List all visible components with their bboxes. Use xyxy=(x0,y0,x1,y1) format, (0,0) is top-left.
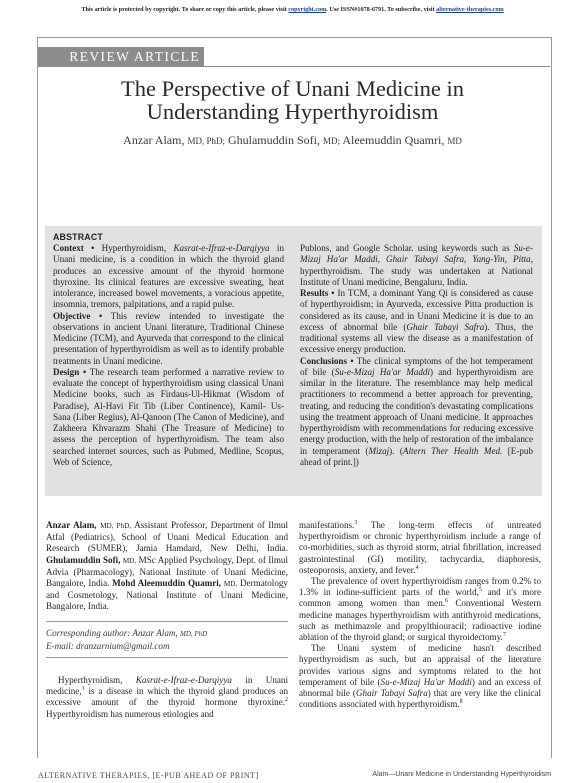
copyright-link[interactable]: copyright.com xyxy=(288,6,327,13)
left-main-column xyxy=(46,520,288,613)
intro-paragraph xyxy=(46,675,288,720)
article-title xyxy=(40,77,545,123)
footer-journal: ALTERNATIVE THERAPIES, [E-PUB AHEAD OF PRINT] xyxy=(38,771,259,780)
body-paragraph: Hyperthyroidism, Kasrat-e-Ifraz-e-Darqiyya in Unani medicine,$^1$ is a disease in which the thyroid gland produces an excessive amount of the thyroid hormone thyroxine.$^2$ Hyperthyroidism has numerous etiologies and xyxy=(46,675,288,719)
abstract-conclusions: Conclusions • The clinical symptoms of the hot temperament of bile (Su-e-Mizaj Ha'ar Maddi) and hyperthyroidism are similar in the literature. The resemblance may help medical practitioners to recommend a better approach for preventing, treating, and reducing the condition's devastating complications using the treatment approach of Unani medicine. It approaches hyperthyroidism with recommendations for reducing excessive energy production, with the help of restoration of the imbalance in temperament (Mizaj). (Altern Ther Health Med. [E-pub ahead of print.]) xyxy=(300,355,533,467)
corresponding-email[interactable]: E-mail: dranzarnium@gmail.com xyxy=(46,640,170,651)
correspondence xyxy=(46,628,288,652)
section-rule xyxy=(38,66,550,67)
body-paragraph: The prevalence of overt hyperthyroidism ranges from 0.2% to 1.3% in iodine-sufficient parts of the world,$^5$ and it's more common among women than men.$^6$ Conventional Western medicine manages hyperthyroidism with antithyroid medications, such as methimazole and propylthiouracil; radioactive iodine ablation of the thyroid gland; or surgical thyroidectomy.$^7$ xyxy=(299,576,542,643)
abstract-objective: Objective • This review intended to investigate the observations in ancient Unani literature, Traditional Chinese Medicine (TCM), and Ayurveda that correspond to the clinical presentation of hyperthyroidism as well as to identify probable treatments in Unani medicine. xyxy=(53,310,285,366)
author-list: Anzar Alam, MD, PhD; Ghulamuddin Sofi, MD; Aleemuddin Quamri, MD xyxy=(123,133,462,147)
correspondence-rule-bottom xyxy=(46,657,288,658)
footer-running-title: Alam—Unani Medicine in Understanding Hyperthyroidism xyxy=(372,771,551,778)
subscribe-link[interactable]: alternative-therapies.com xyxy=(436,6,504,13)
copyright-notice: This article is protected by copyright. To share or copy this article, please visit copyright.com. Use ISSN#1078-6791. To subscribe, visit alternative-therapies.com xyxy=(81,6,504,13)
correspondence-rule-top xyxy=(46,621,288,622)
author-affiliations: Anzar Alam, MD, PhD, Assistant Professor, Department of Ilmul Atfal (Pediatrics), School of Unani Medical Education and Research (SUMER), Jamia Hamdard, New Delhi, India. Ghulamuddin Sofi, MD, MSc Applied Psychology, Dept. of Ilmul Advia (Pharmacology), National Institute of Unani Medicine, Bangalore, India. Mohd Aleemuddin Quamri, MD, Dermatology and Cosmetology, National Institute of Unani Medicine, Bangalore, India. xyxy=(46,520,288,612)
title-line-1: The Perspective of Unani Medicine in xyxy=(120,76,464,101)
abstract-design-cont: Publons, and Google Scholar. using keywords such as Su-e-Mizaj Ha'ar Maddi, Ghair Tabayi Safra, Yang-Yin, Pitta, hyperthyroidism. The study was undertaken at National Institute of Unani medicine, Bengaluru, India. xyxy=(300,243,533,287)
abstract-heading: ABSTRACT xyxy=(53,232,103,242)
abstract-results: Results • In TCM, a dominant Yang Qi is considered as cause of hyperthyroidism; in Ayurveda, excessive Pitta production is considered as its cause, and in Unani Medicine it is due to an excess of abnormal bile (Ghair Tabayi Safra). Thus, the traditional systems all view the disease as a manifestation of excessive energy production. xyxy=(300,288,533,355)
title-line-2: Understanding Hyperthyroidism xyxy=(146,99,439,124)
corresponding-author: Corresponding author: Anzar Alam, MD, PhD xyxy=(46,628,208,638)
right-main-column xyxy=(299,520,541,710)
abstract-column-left xyxy=(53,243,284,468)
body-paragraph: manifestations.$^3$ The long-term effects of untreated hyperthyroidism or chronic hyperthyroidism include a range of co-morbidities, such as thyroid storm, atrial fibrillation, increased gastrointestinal (GI) motility, tachycardia, diaphoresis, osteoporosis, anxiety, and fever.$^4$ xyxy=(299,519,541,575)
abstract-column-right xyxy=(300,243,533,468)
abstract-design: Design • The research team performed a narrative review to evaluate the concept of hyperthyroidism using classical Unani Medicine books, such as Firdaus-Ul-Hikmat (Wisdom of Paradise), Al-Havi Fit Tib (Liber Continence), Kamil- Us- Sana (Liber Regius), Al-Qanoon (The Canon of Medicine), and Zakheera Khvarazm Shahi (The Treasure of Medicine) to assess the perception of hyperthyroidism. The team also searched internet sources, such as Pubmed, Medline, Scopus, Web of Science, xyxy=(53,366,284,467)
body-paragraph: The Unani system of medicine hasn't described hyperthyroidism as such, but an appraisal of the literature provides various signs and symptoms related to the hot temperament of bile (Su-e-Mizaj Ha'ar Maddi) and an excess of abnormal bile (Ghair Tabayi Safra) that are very like the clinical conditions associated with hyperthyroidism.$^8$ xyxy=(299,643,541,710)
section-label: REVIEW ARTICLE xyxy=(38,47,204,66)
abstract-context: Context • Hyperthyroidism, Kasrat-e-Ifraz-e-Darqiyya in Unani medicine, is a condition in which the thyroid gland produces an excessive amount of the thyroid hormone thyroxine. Its clinical features are excessive sweating, heat intolerance, increased bowel movements, a voracious appetite, insomnia, tremors, palpitations, and a rapid pulse. xyxy=(53,243,284,310)
